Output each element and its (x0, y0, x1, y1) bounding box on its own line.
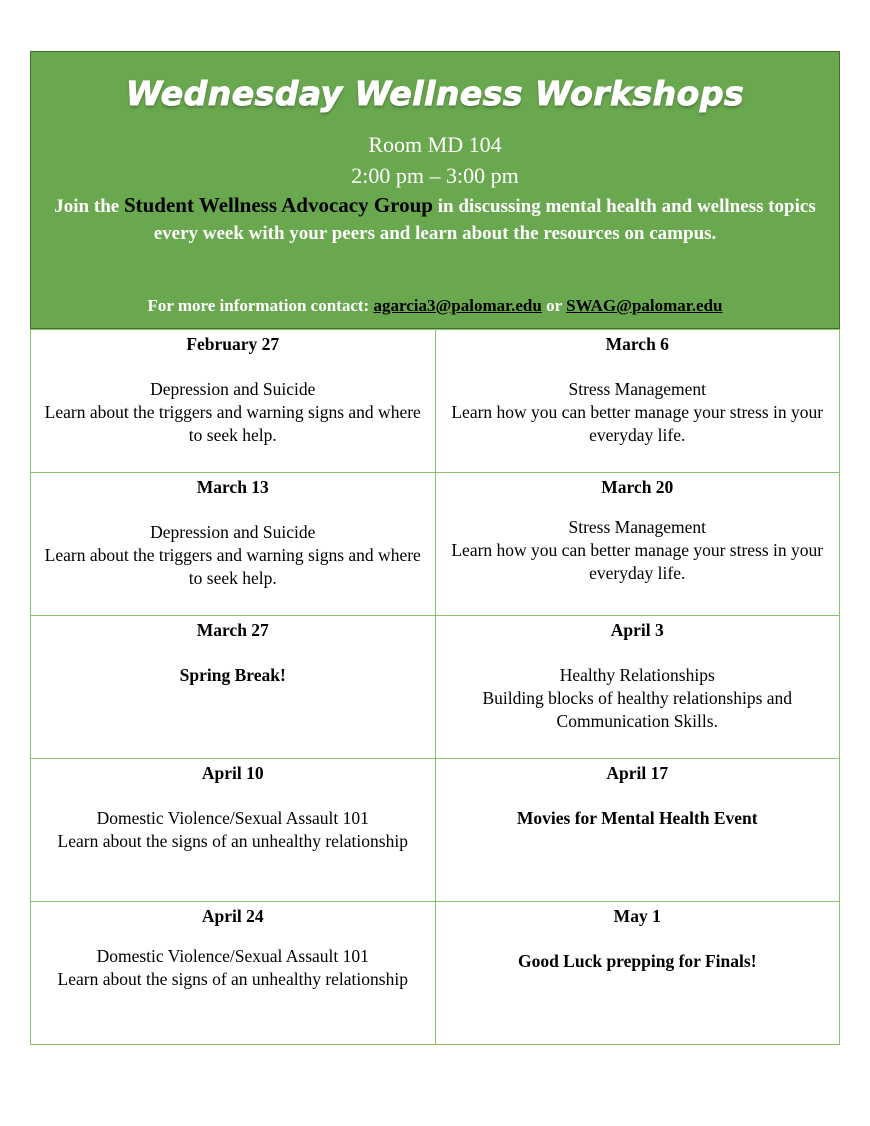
session-description: Learn how you can better manage your stress in your everyday life. (451, 540, 824, 583)
session-description: Learn about the triggers and warning signs and where to seek help. (44, 545, 421, 588)
intro-text (45, 192, 825, 247)
email-link-agarcia[interactable]: agarcia3@palomar.edu (373, 296, 542, 315)
session-topic: Healthy Relationships (559, 665, 715, 685)
group-name: Student Wellness Advocacy Group (123, 193, 433, 217)
table-row (31, 759, 840, 902)
session-topic: Stress Management (568, 517, 707, 537)
session-date: March 20 (601, 477, 674, 497)
flyer (30, 51, 840, 1045)
session-date: February 27 (186, 334, 280, 354)
table-row (31, 616, 840, 759)
session-date: April 17 (606, 763, 669, 783)
session-date: April 3 (610, 620, 664, 640)
session-date: May 1 (613, 906, 661, 926)
session-time: 2:00 pm – 3:00 pm (351, 163, 519, 188)
session-cell (31, 616, 436, 759)
email-link-swag[interactable]: SWAG@palomar.edu (566, 296, 723, 315)
session-cell (435, 330, 840, 473)
session-date: March 27 (196, 620, 269, 640)
table-row (31, 902, 840, 1045)
session-date: March 6 (605, 334, 669, 354)
contact-or: or (541, 296, 567, 315)
session-topic: Stress Management (568, 379, 707, 399)
session-date: April 24 (201, 906, 264, 926)
room-location: Room MD 104 (368, 132, 502, 157)
join-prefix: Join the (54, 196, 124, 217)
join-suffix: in discussing mental health and wellness topics every week with your peers and learn about the resources on campus. (153, 196, 816, 244)
session-description: Learn about the signs of an unhealthy relationship (57, 831, 408, 851)
session-cell (435, 473, 840, 616)
session-description: Learn how you can better manage your stress in your everyday life. (451, 402, 824, 445)
session-cell (31, 759, 436, 902)
contact-label: For more information contact: (147, 296, 374, 315)
session-topic: Spring Break! (179, 665, 286, 685)
session-topic: Good Luck prepping for Finals! (517, 951, 757, 971)
session-cell (435, 902, 840, 1045)
page-title: Wednesday Wellness Workshops (125, 74, 745, 113)
session-date: April 10 (201, 763, 264, 783)
session-date: March 13 (196, 477, 269, 497)
session-cell (31, 902, 436, 1045)
session-topic: Depression and Suicide (150, 522, 316, 542)
session-description: Learn about the triggers and warning signs and where to seek help. (44, 402, 421, 445)
table-row (31, 473, 840, 616)
session-topic: Domestic Violence/Sexual Assault 101 (96, 946, 369, 966)
session-topic: Depression and Suicide (150, 379, 316, 399)
schedule-table (30, 329, 840, 1045)
session-description: Building blocks of healthy relationships and Communication Skills. (482, 688, 793, 731)
session-cell (435, 616, 840, 759)
session-cell (435, 759, 840, 902)
session-cell (31, 473, 436, 616)
session-cell (31, 330, 436, 473)
header-banner (30, 51, 840, 329)
table-row (31, 330, 840, 473)
session-topic: Domestic Violence/Sexual Assault 101 (96, 808, 369, 828)
session-topic: Movies for Mental Health Event (516, 808, 758, 828)
contact-line (31, 296, 839, 316)
session-description: Learn about the signs of an unhealthy relationship (57, 969, 408, 989)
